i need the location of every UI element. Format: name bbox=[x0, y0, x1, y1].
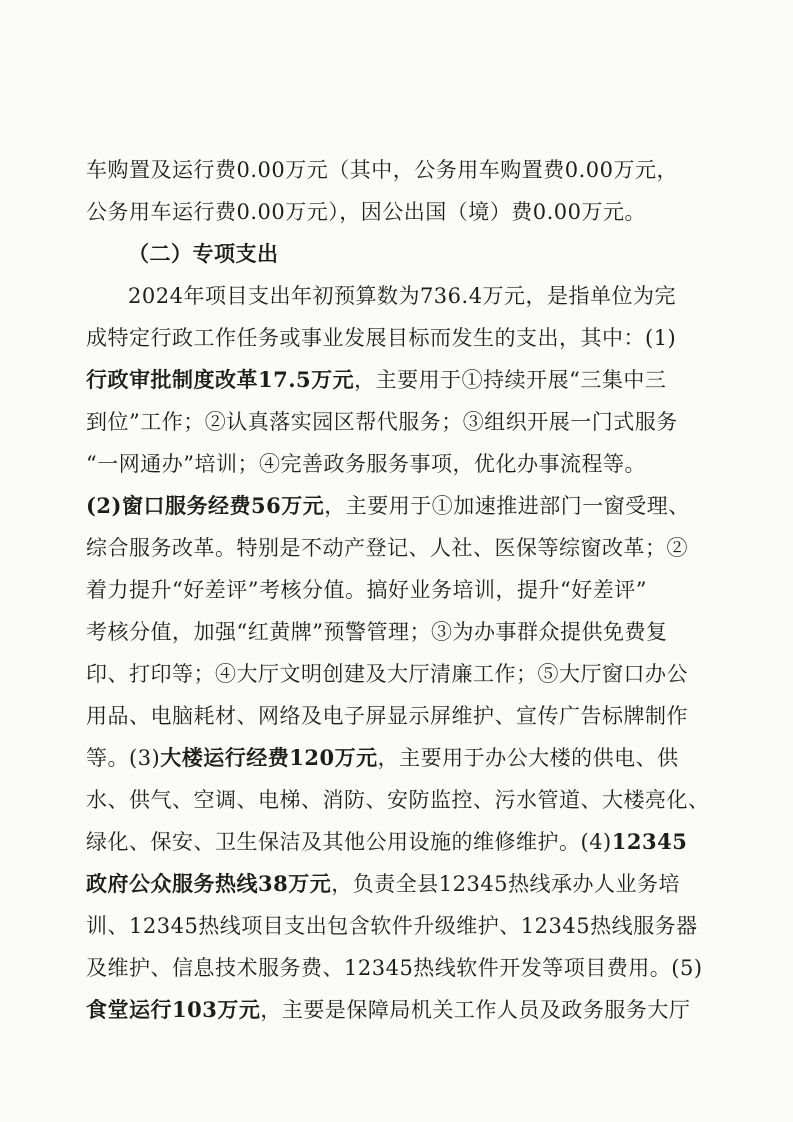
bold-text-run: 行政审批制度改革17.5万元 bbox=[86, 367, 355, 392]
paragraph-line bbox=[86, 785, 710, 815]
paragraph-line bbox=[86, 701, 710, 731]
text-run: ，主要用于①加速推进部门一窗受理、 bbox=[324, 494, 690, 518]
paragraph-line bbox=[86, 995, 710, 1025]
paragraph-line bbox=[86, 197, 710, 227]
text-run: 用品、电脑耗材、网络及电子屏显示屏维护、宣传广告标牌制作 bbox=[86, 704, 688, 728]
paragraph-line bbox=[86, 743, 710, 773]
text-run: 车购置及运行费0.00万元（其中，公务用车购置费0.00万元， bbox=[86, 158, 679, 182]
paragraph-line bbox=[128, 281, 710, 311]
text-run: 等。(3) bbox=[86, 746, 161, 770]
bold-text-run: 食堂运行103万元 bbox=[86, 997, 261, 1022]
section-heading bbox=[128, 239, 752, 269]
bold-text-run: 12345 bbox=[611, 829, 688, 854]
text-run: 综合服务改革。特别是不动产登记、人社、医保等综窗改革；② bbox=[86, 536, 688, 560]
text-run: ，主要用于①持续开展“三集中三 bbox=[354, 368, 667, 392]
paragraph-line bbox=[86, 575, 710, 605]
paragraph-line bbox=[86, 407, 710, 437]
text-run: ，主要用于办公大楼的供电、供 bbox=[377, 746, 679, 770]
text-run: 2024年项目支出年初预算数为736.4万元，是指单位为完 bbox=[128, 284, 677, 308]
text-run: 成特定行政工作任务或事业发展目标而发生的支出，其中：(1) bbox=[86, 326, 677, 350]
text-run: 公务用车运行费0.00万元），因公出国（境）费0.00万元。 bbox=[86, 200, 647, 224]
paragraph-line bbox=[86, 911, 710, 941]
bold-text-run: （二）专项支出 bbox=[128, 241, 279, 266]
text-run: 及维护、信息技术服务费、12345热线软件开发等项目费用。(5) bbox=[86, 956, 703, 980]
text-run: ，负责全县12345热线承办人业务培 bbox=[331, 872, 681, 896]
text-run: 水、供气、空调、电梯、消防、安防监控、污水管道、大楼亮化、 bbox=[86, 788, 710, 812]
text-run: “一网通办”培训；④完善政务服务事项，优化办事流程等。 bbox=[86, 452, 646, 476]
bold-text-run: 政府公众服务热线38万元 bbox=[86, 871, 332, 896]
paragraph-line bbox=[86, 617, 710, 647]
paragraph-line bbox=[86, 533, 710, 563]
paragraph-line bbox=[86, 323, 710, 353]
paragraph-line bbox=[86, 869, 710, 899]
paragraph-line bbox=[86, 491, 710, 521]
bold-text-run: 大楼运行经费120万元 bbox=[160, 745, 378, 770]
text-run: 考核分值，加强“红黄牌”预警管理；③为办事群众提供免费复 bbox=[86, 620, 668, 644]
paragraph-line bbox=[86, 449, 710, 479]
paragraph-line bbox=[86, 659, 710, 689]
text-run: 着力提升“好差评”考核分值。搞好业务培训，提升“好差评” bbox=[86, 578, 647, 602]
text-run: 训、12345热线项目支出包含软件升级维护、12345热线服务器 bbox=[86, 914, 698, 938]
paragraph-line bbox=[86, 827, 710, 857]
text-run: 绿化、保安、卫生保洁及其他公用设施的维修维护。(4) bbox=[86, 830, 612, 854]
text-run: ，主要是保障局机关工作人员及政务服务大厅 bbox=[260, 998, 691, 1022]
paragraph-line bbox=[86, 155, 710, 185]
paragraph-line bbox=[86, 953, 710, 983]
text-run: 印、打印等；④大厅文明创建及大厅清廉工作；⑤大厅窗口办公 bbox=[86, 662, 688, 686]
paragraph-line bbox=[86, 365, 710, 395]
text-run: 到位”工作；②认真落实园区帮代服务；③组织开展一门式服务 bbox=[86, 410, 678, 434]
bold-text-run: (2)窗口服务经费56万元 bbox=[86, 493, 325, 518]
